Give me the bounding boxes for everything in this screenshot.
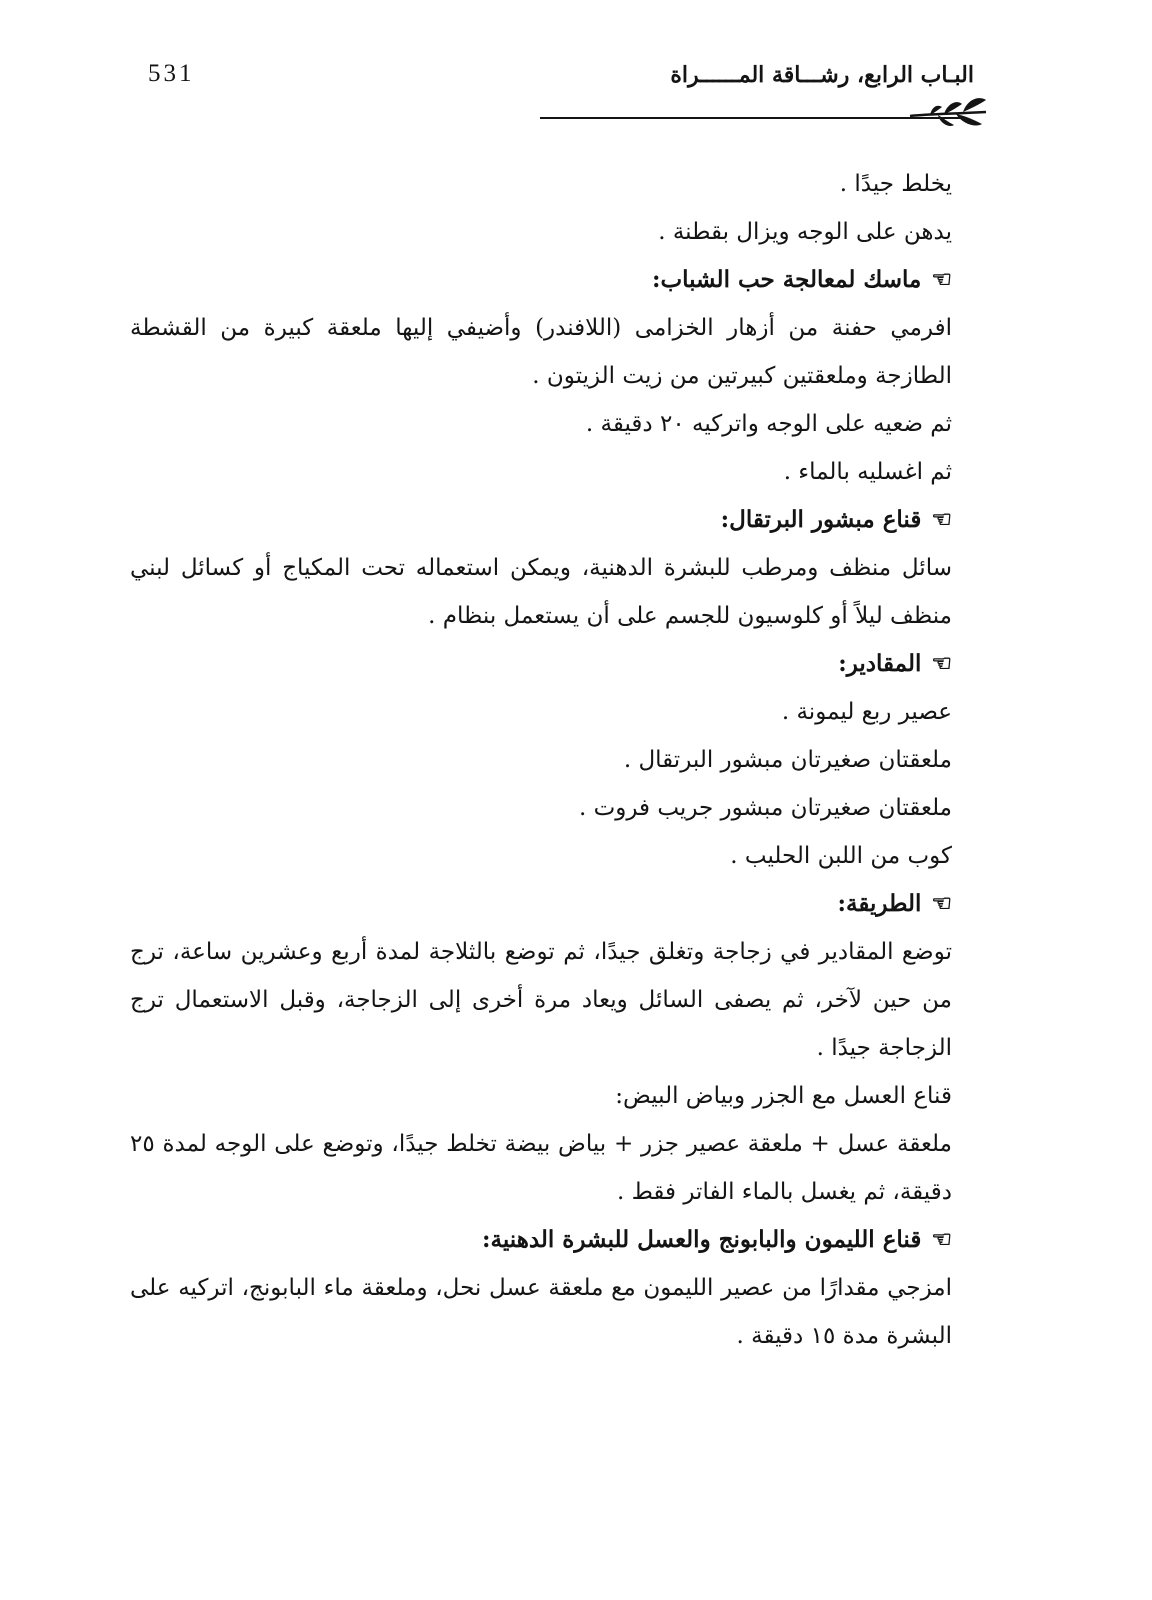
section-heading: [130, 880, 1002, 928]
heading-text: قناع الليمون والبابونج والعسل للبشرة الدهنية:: [482, 1226, 922, 1253]
heading-text: قناع مبشور البرتقال:: [720, 506, 922, 533]
running-header: البـاب الرابع، رشـــاقة المــــــراة: [670, 62, 974, 88]
paragraph: افرمي حفنة من أزهار الخزامى (اللافندر) وأضيفي إليها ملعقة كبيرة من القشطة الطازجة وملعقتين كبيرتين من زيت الزيتون .: [130, 315, 952, 389]
leaf-ornament-icon: [908, 92, 988, 132]
text-line: قناع العسل مع الجزر وبياض البيض:: [615, 1083, 952, 1109]
ingredient-item: ملعقتان صغيرتان مبشور جريب فروت .: [578, 795, 952, 821]
hand-pointer-icon: ☜: [931, 890, 952, 917]
text-line: يدهن على الوجه ويزال بقطنة .: [658, 219, 952, 245]
heading-text: ماسك لمعالجة حب الشباب:: [651, 266, 922, 293]
page-content: [130, 160, 1002, 1360]
paragraph: توضع المقادير في زجاجة وتغلق جيدًا، ثم توضع بالثلاجة لمدة أربع وعشرين ساعة، ترج من حين لآخر، ثم يصفى السائل ويعاد مرة أخرى إلى الزجاجة، وقبل الاستعمال ترج الزجاجة جيدًا .: [130, 939, 952, 1061]
ingredient-item: كوب من اللبن الحليب .: [730, 843, 952, 869]
hand-pointer-icon: ☜: [931, 1226, 952, 1253]
text-line: ثم ضعيه على الوجه واتركيه ٢٠ دقيقة .: [585, 411, 952, 437]
heading-text: الطريقة:: [837, 890, 922, 917]
section-heading: [130, 256, 1002, 304]
page-number: 531: [148, 60, 195, 87]
hand-pointer-icon: ☜: [931, 506, 952, 533]
paragraph: ملعقة عسل + ملعقة عصير جزر + بياض بيضة تخلط جيدًا، وتوضع على الوجه لمدة ٢٥ دقيقة، ثم يغسل بالماء الفاتر فقط .: [130, 1131, 952, 1205]
paragraph: امزجي مقدارًا من عصير الليمون مع ملعقة عسل نحل، وملعقة ماء البابونج، اتركيه على البشرة مدة ١٥ دقيقة .: [130, 1275, 952, 1349]
section-heading: [130, 640, 1002, 688]
text-line: ثم اغسليه بالماء .: [783, 459, 952, 485]
paragraph: سائل منظف ومرطب للبشرة الدهنية، ويمكن استعماله تحت المكياج أو كسائل لبني منظف ليلاً أو كلوسيون للجسم على أن يستعمل بنظام .: [130, 555, 952, 629]
hand-pointer-icon: ☜: [931, 266, 952, 293]
section-heading: [130, 1216, 1002, 1264]
header-rule: [540, 117, 960, 119]
ingredient-item: عصير ربع ليمونة .: [781, 699, 952, 725]
ingredient-item: ملعقتان صغيرتان مبشور البرتقال .: [623, 747, 952, 773]
hand-pointer-icon: ☜: [931, 650, 952, 677]
section-heading: [130, 496, 1002, 544]
text-line: يخلط جيدًا .: [839, 171, 952, 197]
heading-text: المقادير:: [838, 650, 922, 677]
